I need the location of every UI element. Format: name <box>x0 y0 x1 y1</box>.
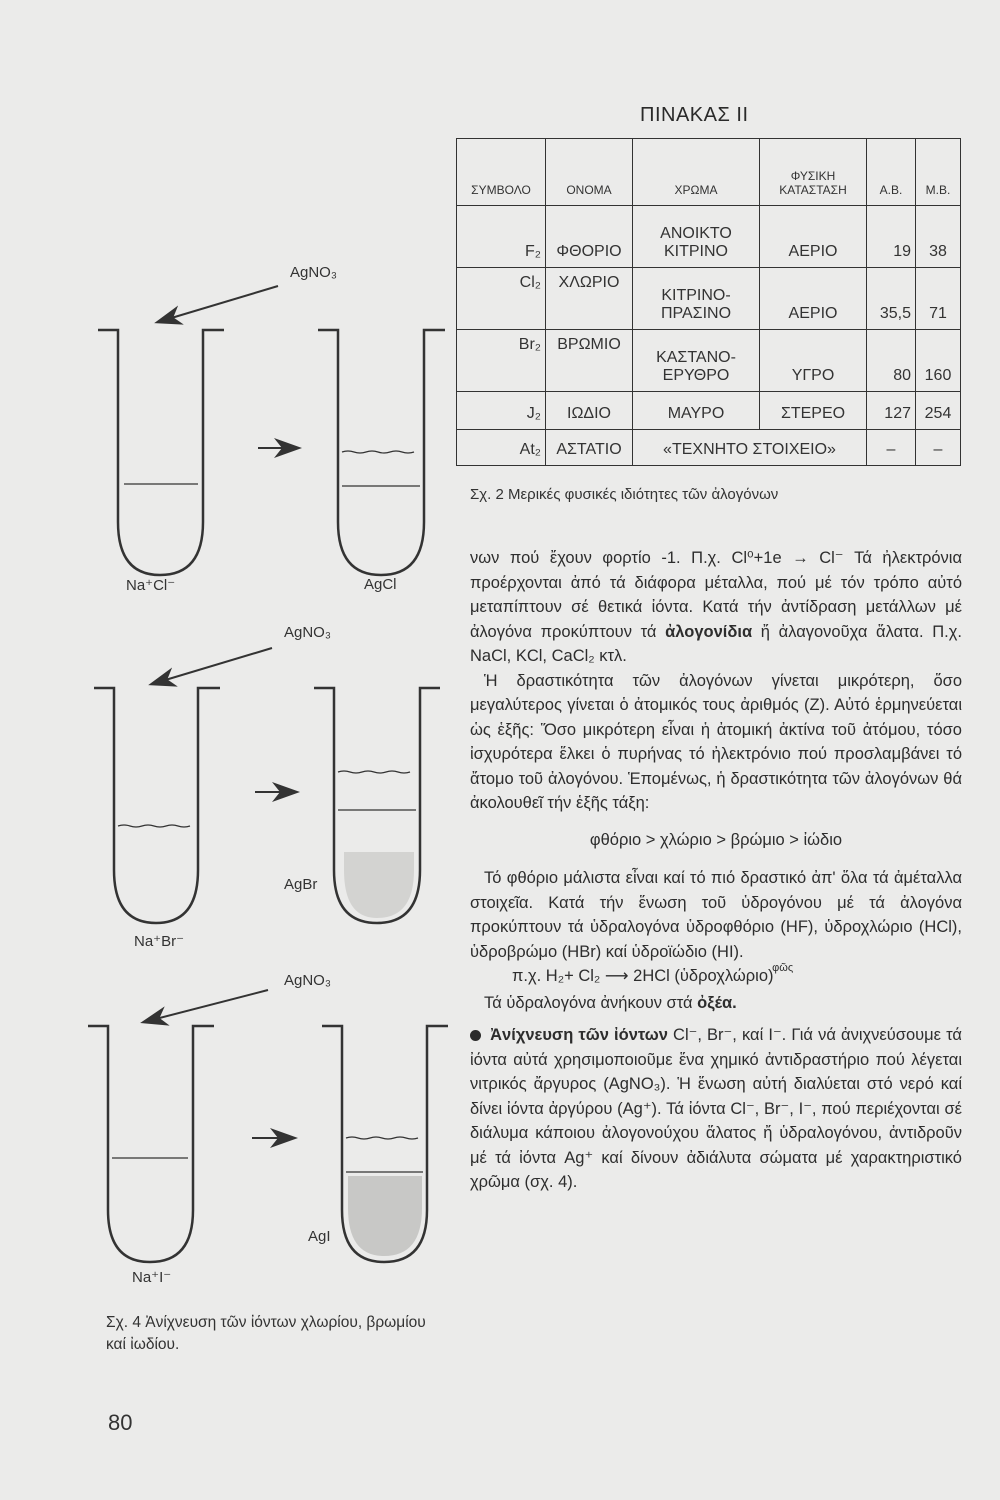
header-name: ΟΝΟΜΑ <box>546 139 633 206</box>
cell-symbol: Br₂ <box>457 330 546 392</box>
header-state: ΦΥΣΙΚΗ ΚΑΤΑΣΤΑΣΗ <box>760 139 867 206</box>
header-mb: Μ.Β. <box>916 139 961 206</box>
header-symbol: ΣΥΜΒΟΛΟ <box>457 139 546 206</box>
cell-ab: 127 <box>867 392 916 430</box>
cell-color: ΜΑΥΡΟ <box>633 392 760 430</box>
cell-symbol: Cl₂ <box>457 268 546 330</box>
solution-label: Na⁺Cl⁻ <box>126 577 176 594</box>
test-tube-figure <box>0 0 460 1300</box>
cell-color-state: «ΤΕΧΝΗΤΟ ΣΤΟΙΧΕΙΟ» <box>633 430 867 466</box>
cell-ab: 35,5 <box>867 268 916 330</box>
cell-name: ΦΘΟΡΙΟ <box>546 206 633 268</box>
header-color: ΧΡΩΜΑ <box>633 139 760 206</box>
liquid-level <box>118 825 190 827</box>
precipitate-label: AgCl <box>364 576 397 593</box>
table-row <box>457 392 961 430</box>
halogen-properties-table <box>456 138 961 466</box>
reagent-layer <box>346 1137 418 1139</box>
paragraph-3: Τό φθόριο μάλιστα εἶναι καί τό πιό δραστικό ἀπ' ὅλα τά ἀμέταλλα στοιχεῖα. Κατά τήν ἕνωση τοῦ ὑδρογόνου μέ τά ἀλογόνα προκύπτουν τά ὑδραλογόνα ὑδροφθόριο (HF), ὑδροχλώριο (HCl), ὑδροβρώμο (HBr) καί ὑδροϊώδιο (HI). <box>470 869 962 961</box>
cell-ab: 19 <box>867 206 916 268</box>
table-row <box>457 430 961 466</box>
formula-line <box>470 964 962 991</box>
cell-state: ΑΕΡΙΟ <box>760 268 867 330</box>
cell-state: ΥΓΡΟ <box>760 330 867 392</box>
cell-name: ΒΡΩΜΙΟ <box>546 330 633 392</box>
cell-color: ΑΝΟΙΚΤΟ ΚΙΤΡΙΝΟ <box>633 206 760 268</box>
acids-term: ὀξέα. <box>697 993 737 1012</box>
cell-symbol: J₂ <box>457 392 546 430</box>
cell-mb: 254 <box>916 392 961 430</box>
cell-color: ΚΑΣΤΑΝΟ-ΕΡΥΘΡΟ <box>633 330 760 392</box>
cell-symbol: F₂ <box>457 206 546 268</box>
paragraph-2: Ἡ δραστικότητα τῶν ἀλογόνων γίνεται μικρότερη, ὅσο μεγαλύτερος γίνεται ὁ ἀτομικός τους ἀριθμός (Z). Αὐτό ἑρμηνεύεται ὡς ἑξῆς: Ὅσο μικρότερη εἶναι ἡ ἀτομική ἀκτίνα τοῦ ἀτόμου, τόσο ἰσχυρότερα ἕλκει ὁ πυρήνας τό ἠλεκτρόνιο πού προσλαμβάνει τό ἄτομο τοῦ ἀλογόνου. Ἑπομένως, ἡ δραστικότητα τῶν ἀλογόνων θά ἀκολουθεῖ τήν ἑξῆς τάξη: <box>470 671 962 812</box>
reagent-label: AgNO₃ <box>290 264 337 281</box>
cell-state: ΣΤΕΡΕΟ <box>760 392 867 430</box>
formula: π.χ. H₂+ Cl₂ ⟶ 2HCl (ὑδροχλώριο) <box>512 967 774 985</box>
paragraph-5: Ἀνίχνευση τῶν ἰόντων Cl⁻, Br⁻, καί I⁻. Γιά νά ἀνιχνεύσουμε τά ἰόντα αὐτά χρησιμοποιοῦμε ἕνα χημικό ἀντιδραστήριο πού λέγεται νιτρικός ἄργυρος (AgNO₃). Ἡ ἕνωση αὐτή διαλύεται στό νερό καί δίνει ἰόντα ἀργύρου (Ag⁺). Τά ἰόντα Cl⁻, Br⁻, I⁻, πού περιέχονται σέ διάλυμα κάποιου ἀλογονούχου ἅλατος ἤ ὑδραλογόνου, ἀντιδροῦν μέ τά ἰόντα Ag⁺ καί δίνουν ἀδιάλυτα σώματα μέ χαρακτηριστικό χρῶμα (σχ. 4). <box>470 1026 962 1191</box>
cell-mb: – <box>916 430 961 466</box>
reagent-arrow <box>152 648 272 684</box>
table-header-row <box>457 139 961 206</box>
paragraph-4: Τά ὑδραλογόνα ἀνήκουν στά ὀξέα. <box>484 993 737 1012</box>
cell-mb: 160 <box>916 330 961 392</box>
cell-ab: 80 <box>867 330 916 392</box>
reagent-label: AgNO₃ <box>284 624 331 641</box>
cell-mb: 71 <box>916 268 961 330</box>
cell-mb: 38 <box>916 206 961 268</box>
reagent-layer <box>342 451 414 453</box>
solution-label: Na⁺I⁻ <box>132 1269 172 1286</box>
formula-condition: φῶς <box>772 962 794 974</box>
table-title: ΠΙΝΑΚΑΣ ΙΙ <box>640 104 749 126</box>
table-row <box>457 330 961 392</box>
reagent-arrow <box>144 990 268 1022</box>
precipitate-label: AgI <box>308 1228 331 1245</box>
table-row <box>457 268 961 330</box>
reagent-arrow <box>158 286 278 322</box>
reagent-layer <box>338 771 410 773</box>
figure-2-caption: Σχ. 2 Μερικές φυσικές ιδιότητες τῶν ἀλογόνων <box>470 486 779 503</box>
cell-name: ΙΩΔΙΟ <box>546 392 633 430</box>
agbr-precipitate <box>344 852 414 918</box>
paragraph-1: νων πού ἔχουν φορτίο -1. Π.χ. Cl⁰+1e → Cl⁻ Τά ἠλεκτρόνια προέρχονται ἀπό τά διάφορα μέταλλα, πού μέ τόν τρόπο αὐτό μεταπίπτουν σέ θετικά ἰόντα. Κατά τήν ἀντίδραση μετάλλων μέ ἀλογόνα προκύπτουν τά ἀλογονίδια ἤ ἀλαγονοῦχα ἅλατα. Π.χ. NaCl, KCl, CaCl₂ κτλ. <box>470 549 962 665</box>
body-text <box>470 546 962 1195</box>
test-tube-before <box>88 1026 214 1262</box>
table-row <box>457 206 961 268</box>
test-tube-before <box>98 330 224 575</box>
precipitate-label: AgBr <box>284 876 318 893</box>
cell-ab: – <box>867 430 916 466</box>
agi-precipitate <box>348 1176 422 1256</box>
page-number: 80 <box>108 1410 133 1435</box>
cell-name: ΧΛΩΡΙΟ <box>546 268 633 330</box>
bullet-icon <box>470 1030 481 1041</box>
reagent-label: AgNO₃ <box>284 972 331 989</box>
section-heading-ions: Cl⁻, Br⁻, καί I⁻. <box>673 1026 787 1044</box>
halides-term: ἀλογονίδια <box>665 622 753 641</box>
cell-name: ΑΣΤΑΤΙΟ <box>546 430 633 466</box>
cell-color: ΚΙΤΡΙΝΟ-ΠΡΑΣΙΝΟ <box>633 268 760 330</box>
test-tube-before <box>94 688 220 923</box>
cell-symbol: At₂ <box>457 430 546 466</box>
header-ab: Α.Β. <box>867 139 916 206</box>
section-heading: Ἀνίχνευση τῶν ἰόντων <box>490 1026 668 1044</box>
cell-state: ΑΕΡΙΟ <box>760 206 867 268</box>
reactivity-order: φθόριο > χλώριο > βρώμιο > ἰώδιο <box>589 830 843 849</box>
figure-4-caption: Σχ. 4 Ἀνίχνευση τῶν ἰόντων χλωρίου, βρωμίου καί ἰωδίου. <box>106 1314 426 1353</box>
solution-label: Na⁺Br⁻ <box>134 933 185 950</box>
